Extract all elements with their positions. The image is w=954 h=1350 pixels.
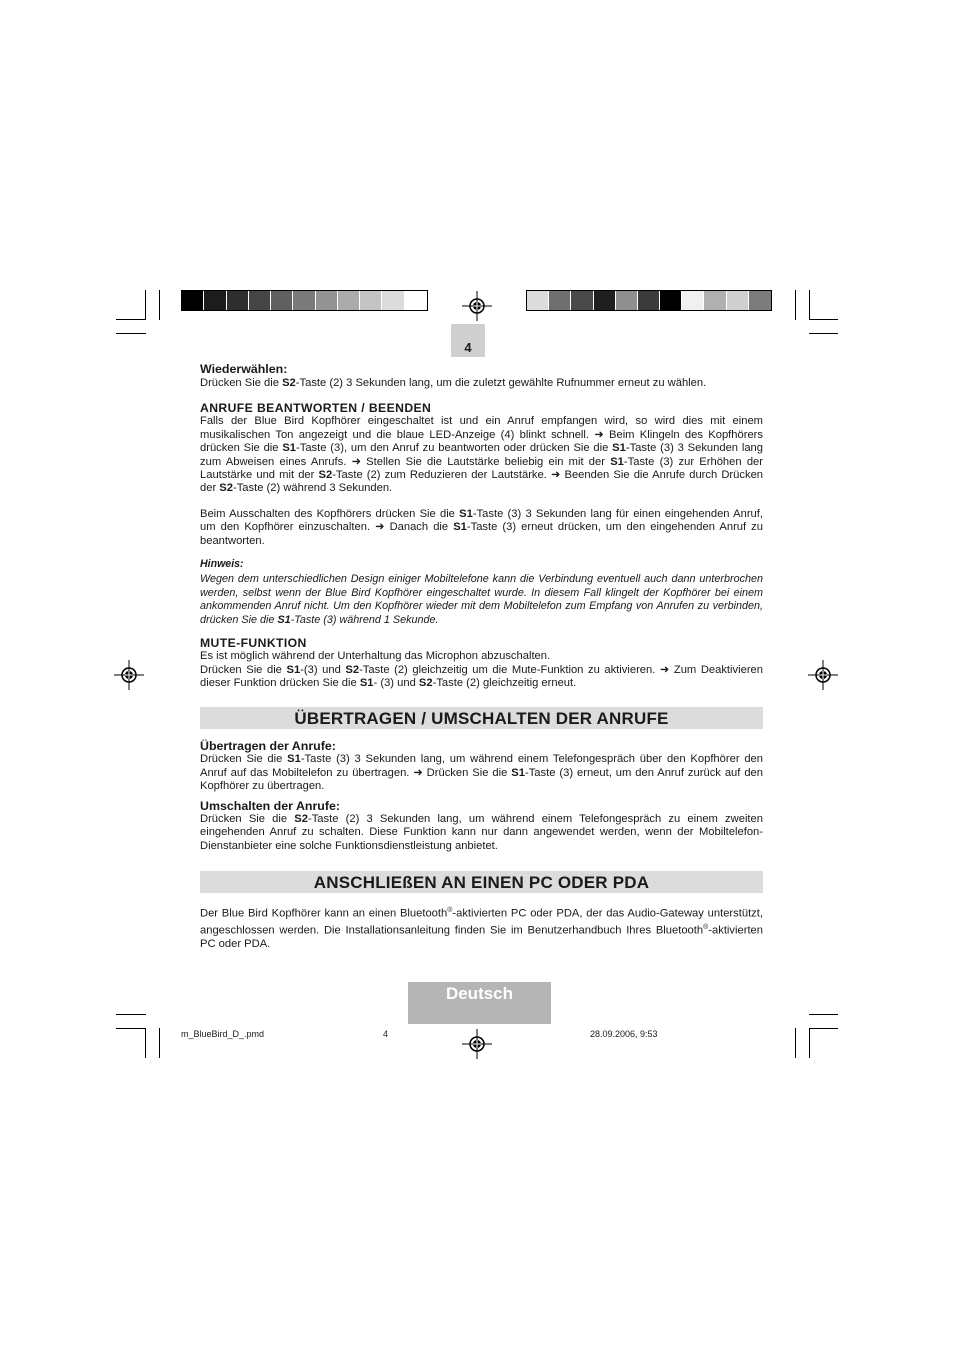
section-heading-bar: ANSCHLIEßEN AN EINEN PC ODER PDA	[200, 871, 763, 893]
crop-mark	[145, 290, 146, 320]
color-swatch	[527, 291, 549, 310]
color-swatch	[316, 291, 338, 310]
arrow-right-icon: ➜	[659, 663, 670, 676]
color-swatch	[338, 291, 360, 310]
section-redial	[200, 363, 763, 391]
registration-mark-icon	[462, 1029, 492, 1059]
section-title: MUTE-FUNKTION	[200, 636, 307, 650]
crop-mark	[809, 319, 838, 320]
registration-mark-icon	[114, 660, 144, 690]
footer-filename: m_BlueBird_D_.pmd	[181, 1029, 265, 1039]
section-heading-bar: ÜBERTRAGEN / UMSCHALTEN DER ANRUFE	[200, 707, 763, 729]
crop-mark	[809, 290, 810, 320]
color-swatch	[271, 291, 293, 310]
paragraph: Falls der Blue Bird Kopfhörer eingeschaltet ist und ein Anruf empfangen wird, so wird dies mit einem musikalischen Ton angezeigt und die blaue LED-Anzeige (4) blinkt schnell. ➜ Beim Klingeln des Kopfhörers drücken Sie die S1-Taste (3), um den Anruf zu beantworten oder drücken Sie die S1-Taste (3) 3 Sekunden lang zum Abweisen eines Anrufs. ➜ Stellen Sie die Lautstärke beliebig ein mit der S1-Taste (3) zur Erhöhen der Lautstärke und mit der S2-Taste (2) zum Reduzieren der Lautstärke. ➜ Beenden Sie die Anrufe durch Drücken der S2-Taste (2) während 3 Sekunden.	[200, 415, 764, 495]
color-swatch	[227, 291, 249, 310]
color-calibration-bar-right	[526, 290, 772, 311]
crop-mark	[116, 333, 146, 334]
paragraph: Drücken Sie die S2-Taste (2) 3 Sekunden lang, um während einem Telefongespräch zu einem zweiten eingehenden Anruf zu schalten. Diese Funktion kann nur dann angewendet werden, wenn der Mobiltelefon-Dienstanbieter eine solche Funktionsdienstleistung anbietet.	[200, 813, 763, 852]
note-title: Hinweis:	[200, 558, 244, 570]
color-swatch	[405, 291, 427, 310]
arrow-right-icon: ➜	[550, 469, 561, 482]
color-swatch	[249, 291, 271, 310]
section-title: ANRUFE BEANTWORTEN / BEENDEN	[200, 401, 432, 415]
note-text: Wegen dem unterschiedlichen Design einiger Mobiltelefone kann die Verbindung eventuell auch dann unterbrochen werden, selbst wenn der Blue Bird Kopfhörer eingeschaltet wurde. In diesem Fall klingelt der Kopfhörer bei einem ankommenden Anruf nicht. Um den Kopfhörer wieder mit dem Mobiltelefon zum Empfang von Anrufen zu verbinden, drücken Sie die S1-Taste (3) während 1 Sekunde.	[200, 573, 763, 626]
color-swatch	[660, 291, 682, 310]
paragraph: Drücken Sie die S2-Taste (2) 3 Sekunden lang, um die zuletzt gewählte Rufnummer erneut zu wählen.	[200, 377, 707, 390]
color-calibration-bar-left	[181, 290, 428, 311]
section-connect	[200, 904, 763, 952]
color-swatch	[638, 291, 660, 310]
color-swatch	[549, 291, 571, 310]
paragraph: Es ist möglich während der Unterhaltung das Microphon abzuschalten.	[200, 650, 551, 663]
crop-mark	[795, 290, 796, 320]
color-swatch	[382, 291, 404, 310]
arrow-right-icon: ➜	[594, 428, 604, 441]
section-title: Wiederwählen:	[200, 362, 288, 376]
arrow-right-icon: ➜	[351, 455, 361, 468]
paragraph: Drücken Sie die S1-(3) und S2-Taste (2) gleichzeitig um die Mute-Funktion zu aktivieren. ➜ Zum Deaktivieren dieser Funktion drücken Sie die S1- (3) und S2-Taste (2) gleichzeitig erneut.	[200, 663, 763, 690]
page-number: 4	[451, 324, 485, 357]
color-swatch	[182, 291, 204, 310]
crop-mark	[116, 1028, 146, 1029]
paragraph: Drücken Sie die S1-Taste (3) 3 Sekunden lang, um während einem Telefongespräch über den Kopfhörer den Anruf auf das Mobiltelefon zu übertragen. ➜ Drücken Sie die S1-Taste (3) erneut, um den Anruf zurück auf den Kopfhörer zu übertragen.	[200, 753, 763, 793]
color-swatch	[293, 291, 315, 310]
crop-mark	[116, 319, 146, 320]
color-swatch	[616, 291, 638, 310]
color-swatch	[749, 291, 771, 310]
color-swatch	[571, 291, 593, 310]
crop-mark	[116, 1014, 146, 1015]
crop-mark	[809, 1028, 810, 1058]
color-swatch	[594, 291, 616, 310]
crop-mark	[809, 333, 838, 334]
registration-mark-icon	[462, 291, 492, 321]
crop-mark	[795, 1028, 796, 1058]
note-block	[200, 558, 763, 627]
footer-datetime: 28.09.2006, 9:53	[590, 1029, 658, 1039]
paragraph: Beim Ausschalten des Kopfhörers drücken Sie die S1-Taste (3) 3 Sekunden lang für einen eingehenden Anruf, um den Kopfhörer einzuschalten. ➜ Danach die S1-Taste (3) erneut drücken, um den eingehenden Anruf zu beantworten.	[200, 507, 763, 547]
section-mute	[200, 637, 763, 691]
crop-mark	[159, 290, 160, 320]
paragraph: Der Blue Bird Kopfhörer kann an einen Bluetooth®-aktivierten PC oder PDA, der das Audio-Gateway unterstützt, angeschlossen werden. Die Installationsanleitung finden Sie im Benutzerhandbuch Ihres Bluetooth®-aktivierten PC oder PDA.	[200, 907, 763, 951]
footer-page: 4	[383, 1029, 389, 1039]
arrow-right-icon: ➜	[413, 766, 423, 779]
registration-mark-icon	[808, 660, 838, 690]
color-swatch	[682, 291, 704, 310]
crop-mark	[809, 1014, 838, 1015]
arrow-right-icon: ➜	[375, 521, 385, 534]
color-swatch	[727, 291, 749, 310]
section-answer-calls	[200, 402, 763, 548]
color-swatch	[204, 291, 226, 310]
color-swatch	[704, 291, 726, 310]
subsection-title: Übertragen der Anrufe:	[200, 739, 336, 753]
crop-mark	[159, 1028, 160, 1058]
color-swatch	[360, 291, 382, 310]
language-tab: Deutsch	[408, 982, 551, 1024]
crop-mark	[809, 1028, 838, 1029]
subsection-title: Umschalten der Anrufe:	[200, 798, 340, 813]
section-transfer	[200, 740, 763, 853]
crop-mark	[145, 1028, 146, 1058]
